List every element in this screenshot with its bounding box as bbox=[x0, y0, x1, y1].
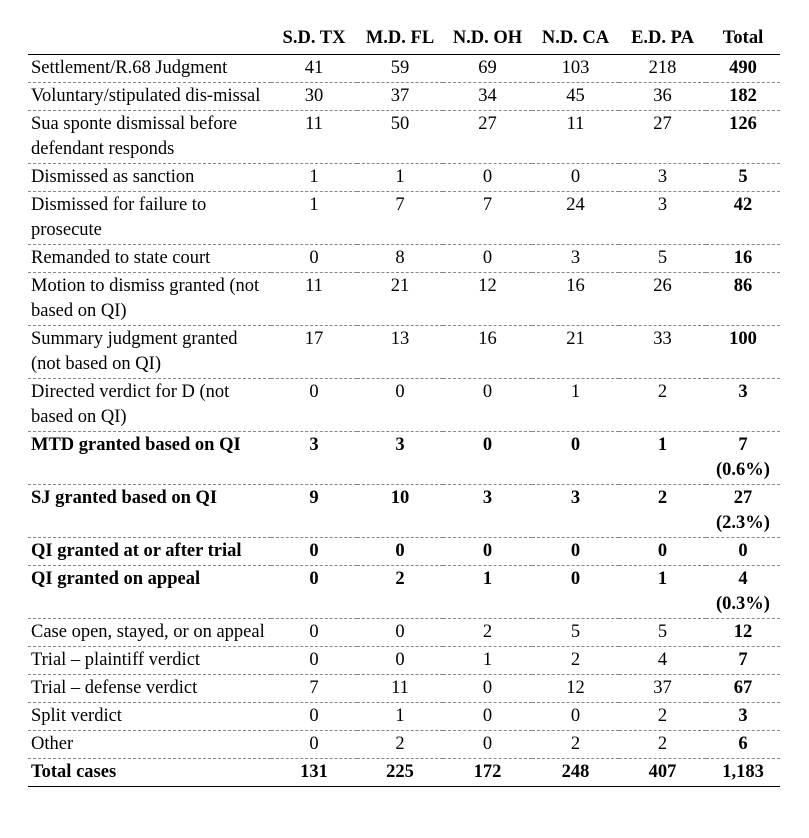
row-label: MTD granted based on QI bbox=[31, 435, 241, 455]
cell-total bbox=[706, 379, 780, 432]
table-row bbox=[28, 326, 780, 379]
total-percent: (0.6%) bbox=[716, 460, 770, 480]
column-header-ed-pa: E.D. PA bbox=[631, 27, 694, 48]
cell-total bbox=[706, 273, 780, 326]
cell-nd-oh: 0 bbox=[482, 734, 493, 754]
cell-nd-ca: 0 bbox=[570, 167, 581, 187]
cell-nd-oh: 172 bbox=[473, 762, 502, 782]
total-value: 7 bbox=[738, 435, 748, 455]
cell-nd-oh: 1 bbox=[482, 650, 493, 670]
cell-md-fl: 11 bbox=[391, 678, 409, 698]
row-label: Trial – defense verdict bbox=[31, 678, 198, 698]
total-value: 7 bbox=[738, 650, 748, 670]
row-label: QI granted at or after trial bbox=[31, 541, 242, 561]
total-value: 42 bbox=[733, 195, 753, 215]
cell-sd-tx: 0 bbox=[309, 569, 319, 589]
cell-nd-ca: 1 bbox=[570, 382, 581, 402]
table-row bbox=[28, 245, 780, 273]
cell-sd-tx: 0 bbox=[309, 248, 319, 268]
column-header-nd-ca: N.D. CA bbox=[541, 27, 610, 48]
cell-nd-oh: 12 bbox=[478, 276, 497, 296]
cell-sd-tx: 30 bbox=[304, 86, 324, 106]
cell-ed-pa: 1 bbox=[657, 435, 668, 455]
cell-nd-ca: 45 bbox=[566, 86, 585, 106]
cell-total bbox=[706, 759, 780, 787]
cell-md-fl: 50 bbox=[390, 114, 410, 134]
cell-nd-ca: 0 bbox=[570, 706, 581, 726]
cell-sd-tx: 11 bbox=[305, 276, 323, 296]
total-value: 490 bbox=[729, 58, 757, 78]
cell-ed-pa: 4 bbox=[657, 650, 668, 670]
cell-md-fl: 21 bbox=[390, 276, 410, 296]
table-row bbox=[28, 111, 780, 164]
cell-nd-oh: 0 bbox=[482, 678, 493, 698]
cell-nd-oh: 34 bbox=[478, 86, 497, 106]
cell-md-fl: 13 bbox=[390, 329, 410, 349]
cell-ed-pa: 36 bbox=[653, 86, 672, 106]
table-row bbox=[28, 485, 780, 538]
cell-md-fl: 37 bbox=[390, 86, 410, 106]
cell-nd-oh: 7 bbox=[482, 195, 493, 215]
case-outcomes-table bbox=[28, 22, 780, 787]
cell-sd-tx: 1 bbox=[309, 167, 319, 187]
cell-ed-pa: 0 bbox=[657, 541, 668, 561]
cell-nd-oh: 16 bbox=[478, 329, 497, 349]
cell-md-fl: 2 bbox=[395, 734, 405, 754]
cell-sd-tx: 7 bbox=[309, 678, 319, 698]
total-percent: (0.3%) bbox=[716, 594, 770, 614]
column-header-sd-tx: S.D. TX bbox=[282, 27, 346, 48]
table-body bbox=[28, 55, 780, 787]
cell-total bbox=[706, 566, 780, 619]
table-row bbox=[28, 703, 780, 731]
row-label: Dismissed for failure to prosecute bbox=[31, 195, 207, 240]
cell-ed-pa: 3 bbox=[657, 167, 668, 187]
total-value: 182 bbox=[729, 86, 757, 106]
header-label-cell bbox=[28, 22, 271, 55]
row-label: Remanded to state court bbox=[31, 248, 211, 268]
cell-nd-ca: 248 bbox=[561, 762, 590, 782]
total-value: 0 bbox=[738, 541, 748, 561]
total-value: 6 bbox=[738, 734, 748, 754]
cell-sd-tx: 17 bbox=[304, 329, 324, 349]
cell-ed-pa: 37 bbox=[653, 678, 672, 698]
cell-nd-ca: 2 bbox=[570, 734, 581, 754]
cell-md-fl: 1 bbox=[395, 167, 405, 187]
total-value: 4 bbox=[738, 569, 748, 589]
total-value: 16 bbox=[733, 248, 753, 268]
cell-ed-pa: 218 bbox=[648, 58, 677, 78]
cell-nd-ca: 21 bbox=[566, 329, 585, 349]
cell-nd-oh: 69 bbox=[478, 58, 497, 78]
total-value: 27 bbox=[733, 488, 753, 508]
cell-md-fl: 1 bbox=[395, 706, 405, 726]
cell-sd-tx: 11 bbox=[305, 114, 323, 134]
cell-ed-pa: 407 bbox=[648, 762, 677, 782]
cell-total bbox=[706, 485, 780, 538]
cell-sd-tx: 0 bbox=[309, 541, 319, 561]
table-row bbox=[28, 55, 780, 83]
row-label: Case open, stayed, or on appeal bbox=[31, 622, 265, 642]
table-row bbox=[28, 759, 780, 787]
cell-nd-oh: 27 bbox=[478, 114, 497, 134]
cell-nd-ca: 0 bbox=[570, 435, 581, 455]
cell-sd-tx: 0 bbox=[309, 650, 319, 670]
cell-md-fl: 0 bbox=[395, 541, 405, 561]
cell-sd-tx: 9 bbox=[309, 488, 319, 508]
column-header-md-fl: M.D. FL bbox=[365, 27, 435, 48]
cell-ed-pa: 2 bbox=[657, 488, 668, 508]
cell-nd-ca: 0 bbox=[570, 541, 581, 561]
cell-nd-oh: 0 bbox=[482, 167, 493, 187]
total-value: 5 bbox=[738, 167, 748, 187]
cell-nd-ca: 5 bbox=[570, 622, 581, 642]
table-row bbox=[28, 619, 780, 647]
total-value: 100 bbox=[729, 329, 757, 349]
row-label: Settlement/R.68 Judgment bbox=[31, 58, 228, 78]
cell-md-fl: 59 bbox=[390, 58, 410, 78]
cell-total bbox=[706, 326, 780, 379]
cell-total bbox=[706, 619, 780, 647]
cell-nd-ca: 3 bbox=[570, 488, 581, 508]
cell-nd-oh: 0 bbox=[482, 541, 493, 561]
cell-total bbox=[706, 647, 780, 675]
table-row bbox=[28, 731, 780, 759]
row-label: Voluntary/stipulated dis-missal bbox=[31, 86, 261, 106]
cell-nd-oh: 0 bbox=[482, 706, 493, 726]
row-label: Summary judgment granted (not based on QI) bbox=[31, 329, 238, 374]
row-label: Motion to dismiss granted (not based on QI) bbox=[31, 276, 260, 321]
cell-ed-pa: 26 bbox=[653, 276, 672, 296]
cell-total bbox=[706, 164, 780, 192]
cell-md-fl: 0 bbox=[395, 382, 405, 402]
cell-nd-oh: 3 bbox=[482, 488, 493, 508]
cell-nd-oh: 1 bbox=[482, 569, 493, 589]
cell-nd-oh: 0 bbox=[482, 248, 493, 268]
row-label: Other bbox=[31, 734, 74, 754]
cell-ed-pa: 33 bbox=[653, 329, 672, 349]
total-value: 86 bbox=[733, 276, 753, 296]
total-value: 3 bbox=[738, 706, 748, 726]
cell-sd-tx: 3 bbox=[309, 435, 319, 455]
cell-total bbox=[706, 55, 780, 83]
cell-md-fl: 3 bbox=[395, 435, 405, 455]
table-row bbox=[28, 538, 780, 566]
cell-md-fl: 225 bbox=[386, 762, 414, 782]
cell-nd-ca: 3 bbox=[570, 248, 581, 268]
cell-sd-tx: 41 bbox=[304, 58, 324, 78]
header-row bbox=[28, 22, 780, 55]
table-row bbox=[28, 675, 780, 703]
cell-nd-oh: 2 bbox=[482, 622, 493, 642]
total-value: 1,183 bbox=[722, 762, 764, 782]
column-header-nd-oh: N.D. OH bbox=[452, 27, 523, 48]
table-row bbox=[28, 273, 780, 326]
cell-sd-tx: 131 bbox=[300, 762, 328, 782]
row-label: Sua sponte dismissal before defendant responds bbox=[31, 114, 238, 159]
cell-total bbox=[706, 703, 780, 731]
table-row bbox=[28, 566, 780, 619]
column-header-total: Total bbox=[722, 27, 764, 48]
cell-total bbox=[706, 432, 780, 485]
cell-md-fl: 7 bbox=[395, 195, 405, 215]
cell-ed-pa: 5 bbox=[657, 622, 668, 642]
cell-nd-oh: 0 bbox=[482, 435, 493, 455]
cell-ed-pa: 1 bbox=[657, 569, 668, 589]
cell-total bbox=[706, 111, 780, 164]
cell-ed-pa: 3 bbox=[657, 195, 668, 215]
cell-sd-tx: 0 bbox=[309, 734, 319, 754]
cell-md-fl: 0 bbox=[395, 650, 405, 670]
cell-total bbox=[706, 538, 780, 566]
cell-sd-tx: 0 bbox=[309, 382, 319, 402]
cell-md-fl: 10 bbox=[390, 488, 410, 508]
cell-sd-tx: 0 bbox=[309, 622, 319, 642]
table-row bbox=[28, 192, 780, 245]
table-row bbox=[28, 379, 780, 432]
cell-total bbox=[706, 83, 780, 111]
cell-ed-pa: 2 bbox=[657, 734, 668, 754]
row-label: Directed verdict for D (not based on QI) bbox=[31, 382, 230, 427]
row-label: Split verdict bbox=[31, 706, 122, 726]
row-label: SJ granted based on QI bbox=[31, 488, 218, 508]
cell-nd-ca: 11 bbox=[566, 114, 585, 134]
table-row bbox=[28, 164, 780, 192]
row-label: Trial – plaintiff verdict bbox=[31, 650, 201, 670]
cell-nd-ca: 12 bbox=[566, 678, 585, 698]
cell-total bbox=[706, 675, 780, 703]
cell-nd-ca: 24 bbox=[566, 195, 585, 215]
total-value: 67 bbox=[733, 678, 753, 698]
total-value: 3 bbox=[738, 382, 748, 402]
row-label: Dismissed as sanction bbox=[31, 167, 195, 187]
cell-ed-pa: 2 bbox=[657, 706, 668, 726]
cell-md-fl: 0 bbox=[395, 622, 405, 642]
cell-total bbox=[706, 192, 780, 245]
row-label: Total cases bbox=[31, 762, 117, 782]
cell-md-fl: 2 bbox=[395, 569, 405, 589]
cell-nd-ca: 103 bbox=[561, 58, 590, 78]
cell-total bbox=[706, 731, 780, 759]
cell-md-fl: 8 bbox=[395, 248, 405, 268]
cell-nd-ca: 2 bbox=[570, 650, 581, 670]
cell-nd-ca: 0 bbox=[570, 569, 581, 589]
table-row bbox=[28, 647, 780, 675]
cell-nd-oh: 0 bbox=[482, 382, 493, 402]
cell-sd-tx: 0 bbox=[309, 706, 319, 726]
total-value: 126 bbox=[729, 114, 757, 134]
cell-ed-pa: 2 bbox=[657, 382, 668, 402]
cell-sd-tx: 1 bbox=[309, 195, 319, 215]
row-label: QI granted on appeal bbox=[31, 569, 201, 589]
cell-ed-pa: 27 bbox=[653, 114, 672, 134]
total-percent: (2.3%) bbox=[716, 513, 770, 533]
cell-total bbox=[706, 245, 780, 273]
table-row bbox=[28, 83, 780, 111]
cell-nd-ca: 16 bbox=[566, 276, 585, 296]
table-row bbox=[28, 432, 780, 485]
cell-ed-pa: 5 bbox=[657, 248, 668, 268]
total-value: 12 bbox=[733, 622, 753, 642]
